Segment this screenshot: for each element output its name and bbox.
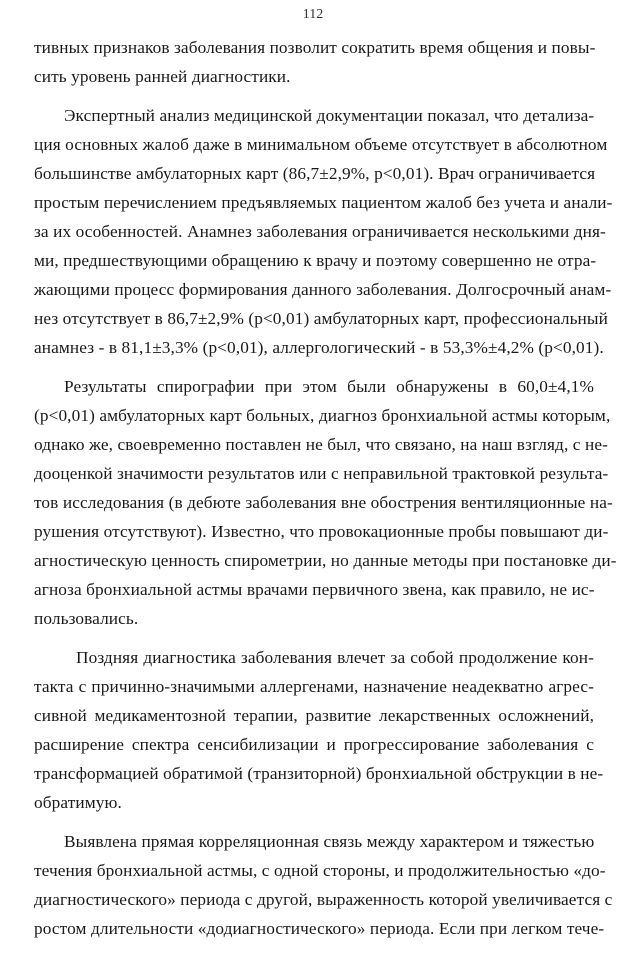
text-line: Поздняя диагностика заболевания влечет за собой продолжение кон- bbox=[76, 648, 594, 667]
text-line: ция основных жалоб даже в минимальном объеме отсутствует в абсолютном bbox=[34, 135, 608, 154]
paragraph bbox=[34, 33, 594, 91]
text-line: большинстве амбулаторных карт (86,7±2,9%, р<0,01). Врач ограничивается bbox=[34, 164, 596, 183]
text-line: расширение спектра сенсибилизации и прогрессирование заболевания с bbox=[34, 735, 594, 754]
text-line: агностическую ценность спирометрии, но данные методы при постановке ди- bbox=[34, 551, 617, 570]
page-number: 112 bbox=[302, 7, 324, 22]
text-line: Экспертный анализ медицинской документации показал, что детализа- bbox=[64, 106, 595, 125]
text-line: Результаты спирографии при этом были обнаружены в 60,0±4,1% bbox=[64, 377, 594, 396]
text-line: анамнез - в 81,1±3,3% (р<0,01), аллергологический - в 53,3%±4,2% (р<0,01). bbox=[34, 338, 604, 357]
text-line: Выявлена прямая корреляционная связь между характером и тяжестью bbox=[64, 832, 595, 851]
text-line: дооценкой значимости результатов или с неправильной трактовкой результа- bbox=[34, 464, 609, 483]
text-line: агноза бронхиальной астмы врачами первичного звена, как правило, не ис- bbox=[34, 580, 595, 599]
text-line: обратимую. bbox=[34, 793, 122, 812]
text-line: сить уровень ранней диагностики. bbox=[34, 67, 291, 86]
text-line: за их особенностей. Анамнез заболевания ограничивается несколькими дня- bbox=[34, 222, 606, 241]
document-body bbox=[34, 33, 617, 943]
text-line: течения бронхиальной астмы, с одной стороны, и продолжительностью «до- bbox=[34, 861, 606, 880]
text-line: тов исследования (в дебюте заболевания вне обострения вентиляционные на- bbox=[34, 493, 613, 512]
text-line: ростом длительности «додиагностического» периода. Если при легком тече- bbox=[34, 919, 605, 938]
text-line: однако же, своевременно поставлен не был, что связано, на наш взгляд, с не- bbox=[34, 435, 608, 454]
paragraph bbox=[34, 827, 613, 943]
text-line: простым перечислением предъявляемых пациентом жалоб без учета и анали- bbox=[34, 193, 613, 212]
text-line: ми, предшествующими обращению к врачу и поэтому совершенно не отра- bbox=[34, 251, 597, 270]
text-line: диагностического» периода с другой, выраженность которой увеличивается с bbox=[34, 890, 613, 909]
text-line: такта с причинно-значимыми аллергенами, назначение неадекватно агрес- bbox=[34, 677, 594, 696]
paragraph bbox=[34, 101, 613, 362]
text-line: рушения отсутствуют). Известно, что провокационные пробы повышают ди- bbox=[34, 522, 609, 541]
paragraph bbox=[34, 643, 604, 817]
text-line: нез отсутствует в 86,7±2,9% (р<0,01) амбулаторных карт, профессиональный bbox=[34, 309, 608, 328]
text-line: пользовались. bbox=[34, 609, 139, 628]
paragraph bbox=[34, 372, 617, 633]
text-line: трансформацией обратимой (транзиторной) бронхиальной обструкции в не- bbox=[34, 764, 604, 783]
text-line: сивной медикаментозной терапии, развитие лекарственных осложнений, bbox=[34, 706, 594, 725]
text-line: (р<0,01) амбулаторных карт больных, диагноз бронхиальной астмы которым, bbox=[34, 406, 611, 425]
text-line: жающими процесс формирования данного заболевания. Долгосрочный анам- bbox=[34, 280, 612, 299]
text-line: тивных признаков заболевания позволит сократить время общения и повы- bbox=[34, 38, 596, 57]
